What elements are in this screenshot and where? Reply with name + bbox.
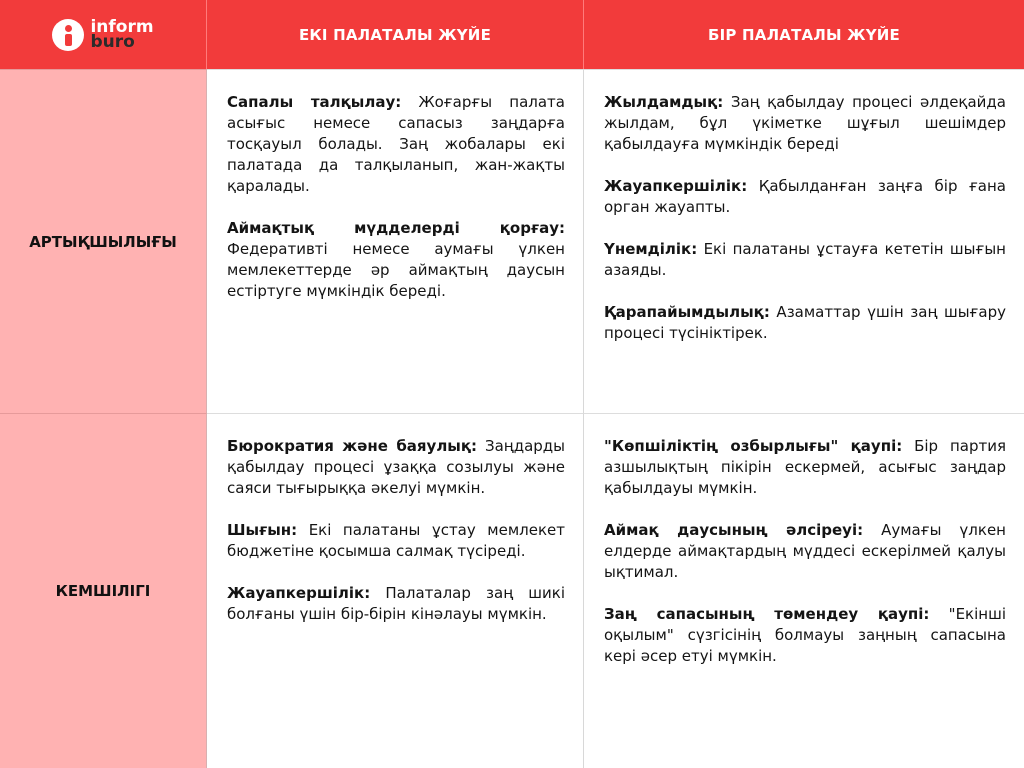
para-text: Жоғарғы палата асығыс немесе сапасыз заңдарға тосқауыл болады. Заң жобалары екі палатада да талқыланып, жан-жақты қаралады.	[227, 93, 565, 195]
para-title: Үнемділік:	[604, 240, 698, 258]
para-text: Заңдарды қабылдау процесі ұзаққа созылуы және саяси тығырыққа әкелуі мүмкін.	[227, 437, 565, 497]
logo-word-inform: inform	[90, 16, 154, 37]
paragraph	[227, 218, 565, 302]
disadvantages-unicameral	[584, 413, 1024, 768]
para-text: Екі палатаны ұстау мемлекет бюджетіне қосымша салмақ түсіреді.	[227, 521, 565, 560]
para-title: Қарапайымдылық:	[604, 303, 770, 321]
para-title: Жауапкершілік:	[604, 177, 748, 195]
para-title: Сапалы талқылау:	[227, 93, 402, 111]
para-text: Азаматтар үшін заң шығару процесі түсініктірек.	[604, 303, 1006, 342]
para-text: Федеративті немесе аумағы үлкен мемлекеттерде әр аймақтың даусын естіртуге мүмкіндік береді.	[227, 240, 565, 300]
para-text: Заң қабылдау процесі әлдеқайда жылдам, бұл үкіметке шұғыл шешімдер қабылдауға мүмкіндік береді	[604, 93, 1006, 153]
paragraph	[227, 583, 565, 625]
para-text: Қабылданған заңға бір ғана орган жауапты.	[604, 177, 1006, 216]
para-title: "Көпшіліктің озбырлығы" қаупі:	[604, 437, 903, 455]
para-title: Жауапкершілік:	[227, 584, 371, 602]
paragraph	[604, 302, 1006, 344]
para-text: Аумағы үлкен елдерде аймақтардың мүддесі ескерілмей қалуы ықтимал.	[604, 521, 1006, 581]
para-title: Жылдамдық:	[604, 93, 724, 111]
disadvantages-bicameral	[207, 413, 584, 768]
paragraph	[227, 436, 565, 499]
paragraph	[604, 436, 1006, 499]
logo-cell	[0, 0, 207, 69]
para-text: Палаталар заң шикі болғаны үшін бір-бірін кінәлауы мүмкін.	[227, 584, 565, 623]
paragraph	[604, 92, 1006, 155]
row-label-disadvantages: КЕМШІЛІГІ	[0, 413, 207, 768]
header-unicameral: БІР ПАЛАТАЛЫ ЖҮЙЕ	[584, 0, 1024, 69]
para-title: Аймақ даусының әлсіреуі:	[604, 521, 864, 539]
logo-info-icon	[52, 19, 84, 51]
row-label-advantages: АРТЫҚШЫЛЫҒЫ	[0, 69, 207, 413]
para-text: "Екінші оқылым" сүзгісінің болмауы заңның сапасына кері әсер етуі мүмкін.	[604, 605, 1006, 665]
paragraph	[604, 239, 1006, 281]
para-text: Бір партия азшылықтың пікірін ескермей, асығыс заңдар қабылдауы мүмкін.	[604, 437, 1006, 497]
logo-word-buro: buro	[90, 31, 135, 52]
para-title: Бюрократия және баяулық:	[227, 437, 478, 455]
paragraph	[227, 520, 565, 562]
para-title: Заң сапасының төмендеу қаупі:	[604, 605, 930, 623]
header-bicameral: ЕКІ ПАЛАТАЛЫ ЖҮЙЕ	[207, 0, 584, 69]
logo-text	[90, 16, 154, 52]
para-text: Екі палатаны ұстауға кететін шығын азаяды.	[604, 240, 1006, 279]
advantages-unicameral	[584, 69, 1024, 413]
paragraph	[604, 176, 1006, 218]
advantages-bicameral	[207, 69, 584, 413]
para-title: Аймақтық мүдделерді қорғау:	[227, 219, 565, 237]
paragraph	[227, 92, 565, 197]
paragraph	[604, 604, 1006, 667]
paragraph	[604, 520, 1006, 583]
brand-logo	[52, 16, 154, 52]
para-title: Шығын:	[227, 521, 298, 539]
